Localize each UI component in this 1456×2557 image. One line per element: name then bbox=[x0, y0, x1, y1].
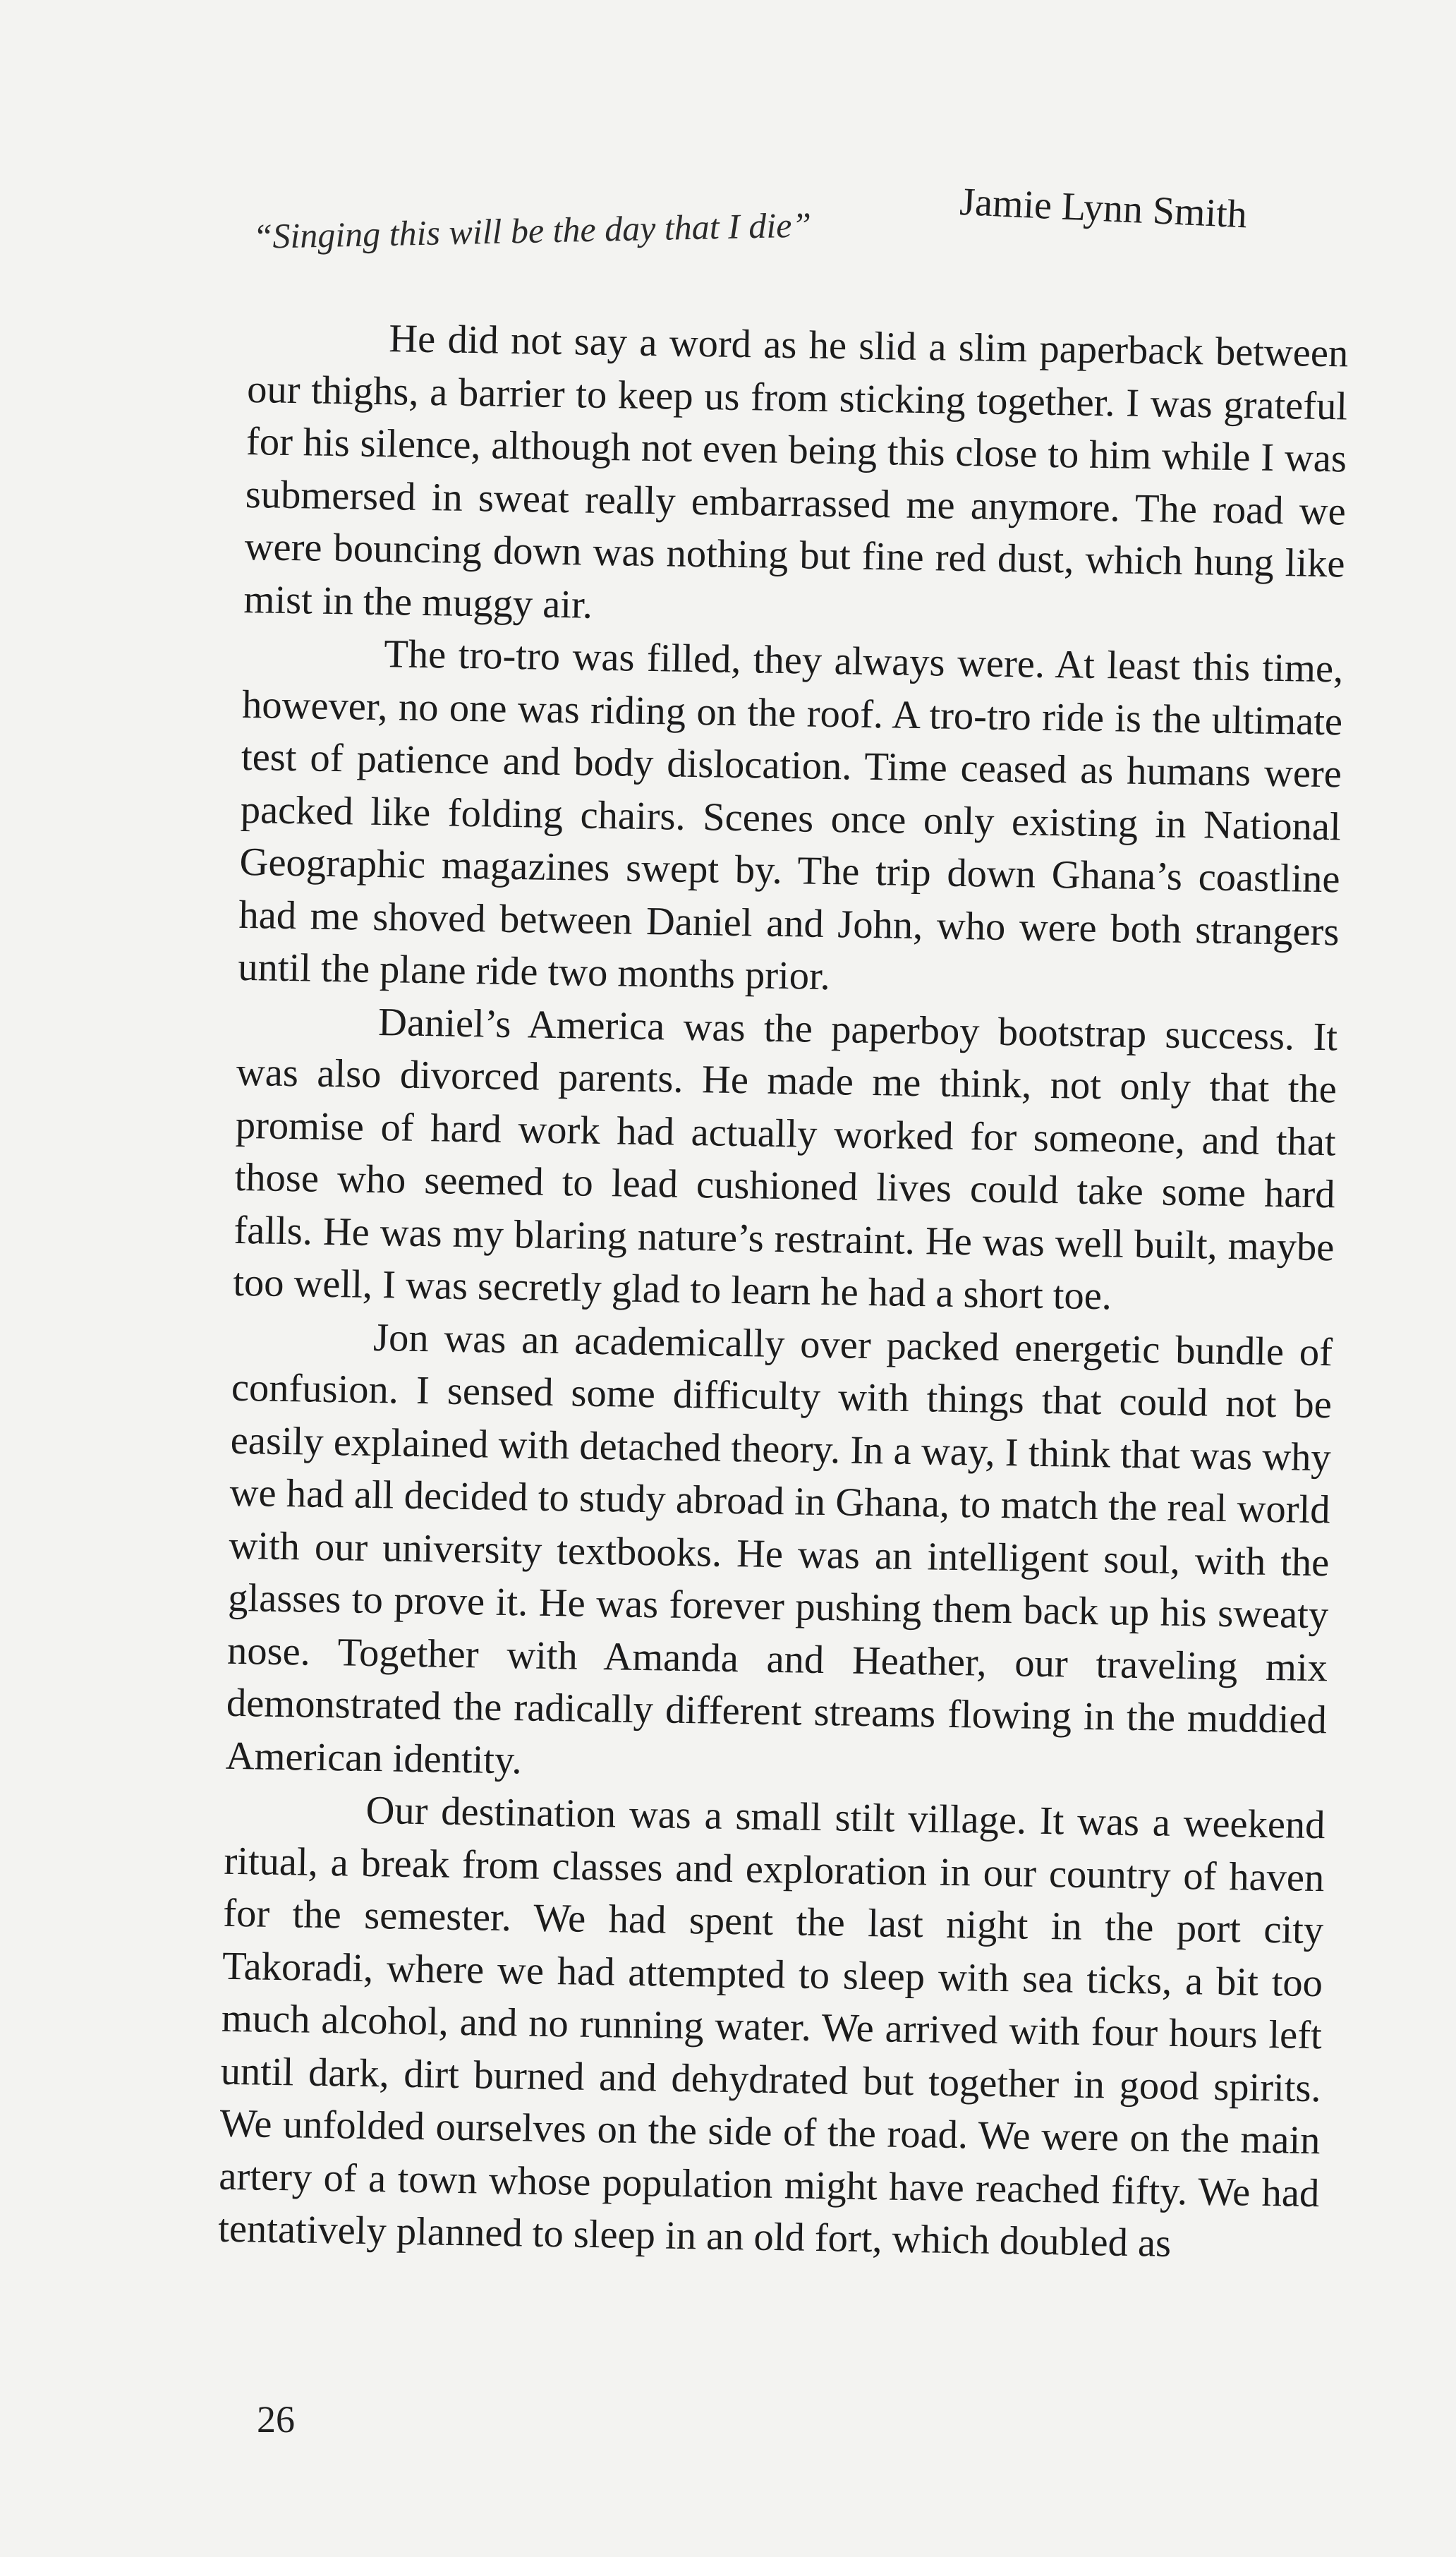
paragraph-1: He did not say a word as he slid a slim paperback between our thighs, a barrier to keep us from sticking together. I was grateful for his silence, although not even being this close to him while I was submersed in sweat really embarrassed me anymore. The road we were bouncing down was nothing but fine red dust, which hung like mist in the muggy air. bbox=[243, 317, 1349, 627]
paragraph-3: Daniel’s America was the paperboy bootstrap success. It was also divorced parents. He made me think, not only that the promise of hard work had actually worked for someone, and that those who seemed to lead cushioned lives could take some hard falls. He was my blaring nature’s restraint. He was well built, maybe too well, I was secretly glad to learn he had a short toe. bbox=[232, 1000, 1338, 1319]
running-title: “Singing this will be the day that I die” bbox=[253, 205, 812, 256]
body-text bbox=[218, 310, 1349, 2273]
paragraph-5: Our destination was a small stilt village. It was a weekend ritual, a break from classes and exploration in our country of haven for the semester. We had spent the last night in the port city Takoradi, where we had attempted to sleep with sea ticks, a bit too much alcohol, and no running water. We arrived with four hours left until dark, dirt burned and dehydrated but together in good spirits. We unfolded ourselves on the side of the road. We were on the main artery of a town whose population might have reached fifty. We had tentatively planned to sleep in an old fort, which doubled as bbox=[217, 1788, 1325, 2266]
page-number: 26 bbox=[257, 2398, 295, 2441]
running-author: Jamie Lynn Smith bbox=[959, 179, 1249, 237]
paragraph-4: Jon was an academically over packed energetic bundle of confusion. I sensed some difficulty with things that could not be easily explained with detached theory. In a way, I think that was why we had all decided to study abroad in Ghana, to match the real world with our university textbooks. He was an intelligent soul, with the glasses to prove it. He was forever pushing them back up his sweaty nose. Together with Amanda and Heather, our traveling mix demonstrated the radically different streams flowing in the muddied American identity. bbox=[225, 1315, 1333, 1782]
paragraph-2: The tro-tro was filled, they always were. At least this time, however, no one was riding on the roof. A tro-tro ride is the ultimate test of patience and body dislocation. Time ceased as humans were packed like folding chairs. Scenes once only existing in National Geographic magazines swept by. The trip down Ghana’s coastline had me shoved between Daniel and John, who were both strangers until the plane ride two months prior. bbox=[237, 632, 1344, 999]
